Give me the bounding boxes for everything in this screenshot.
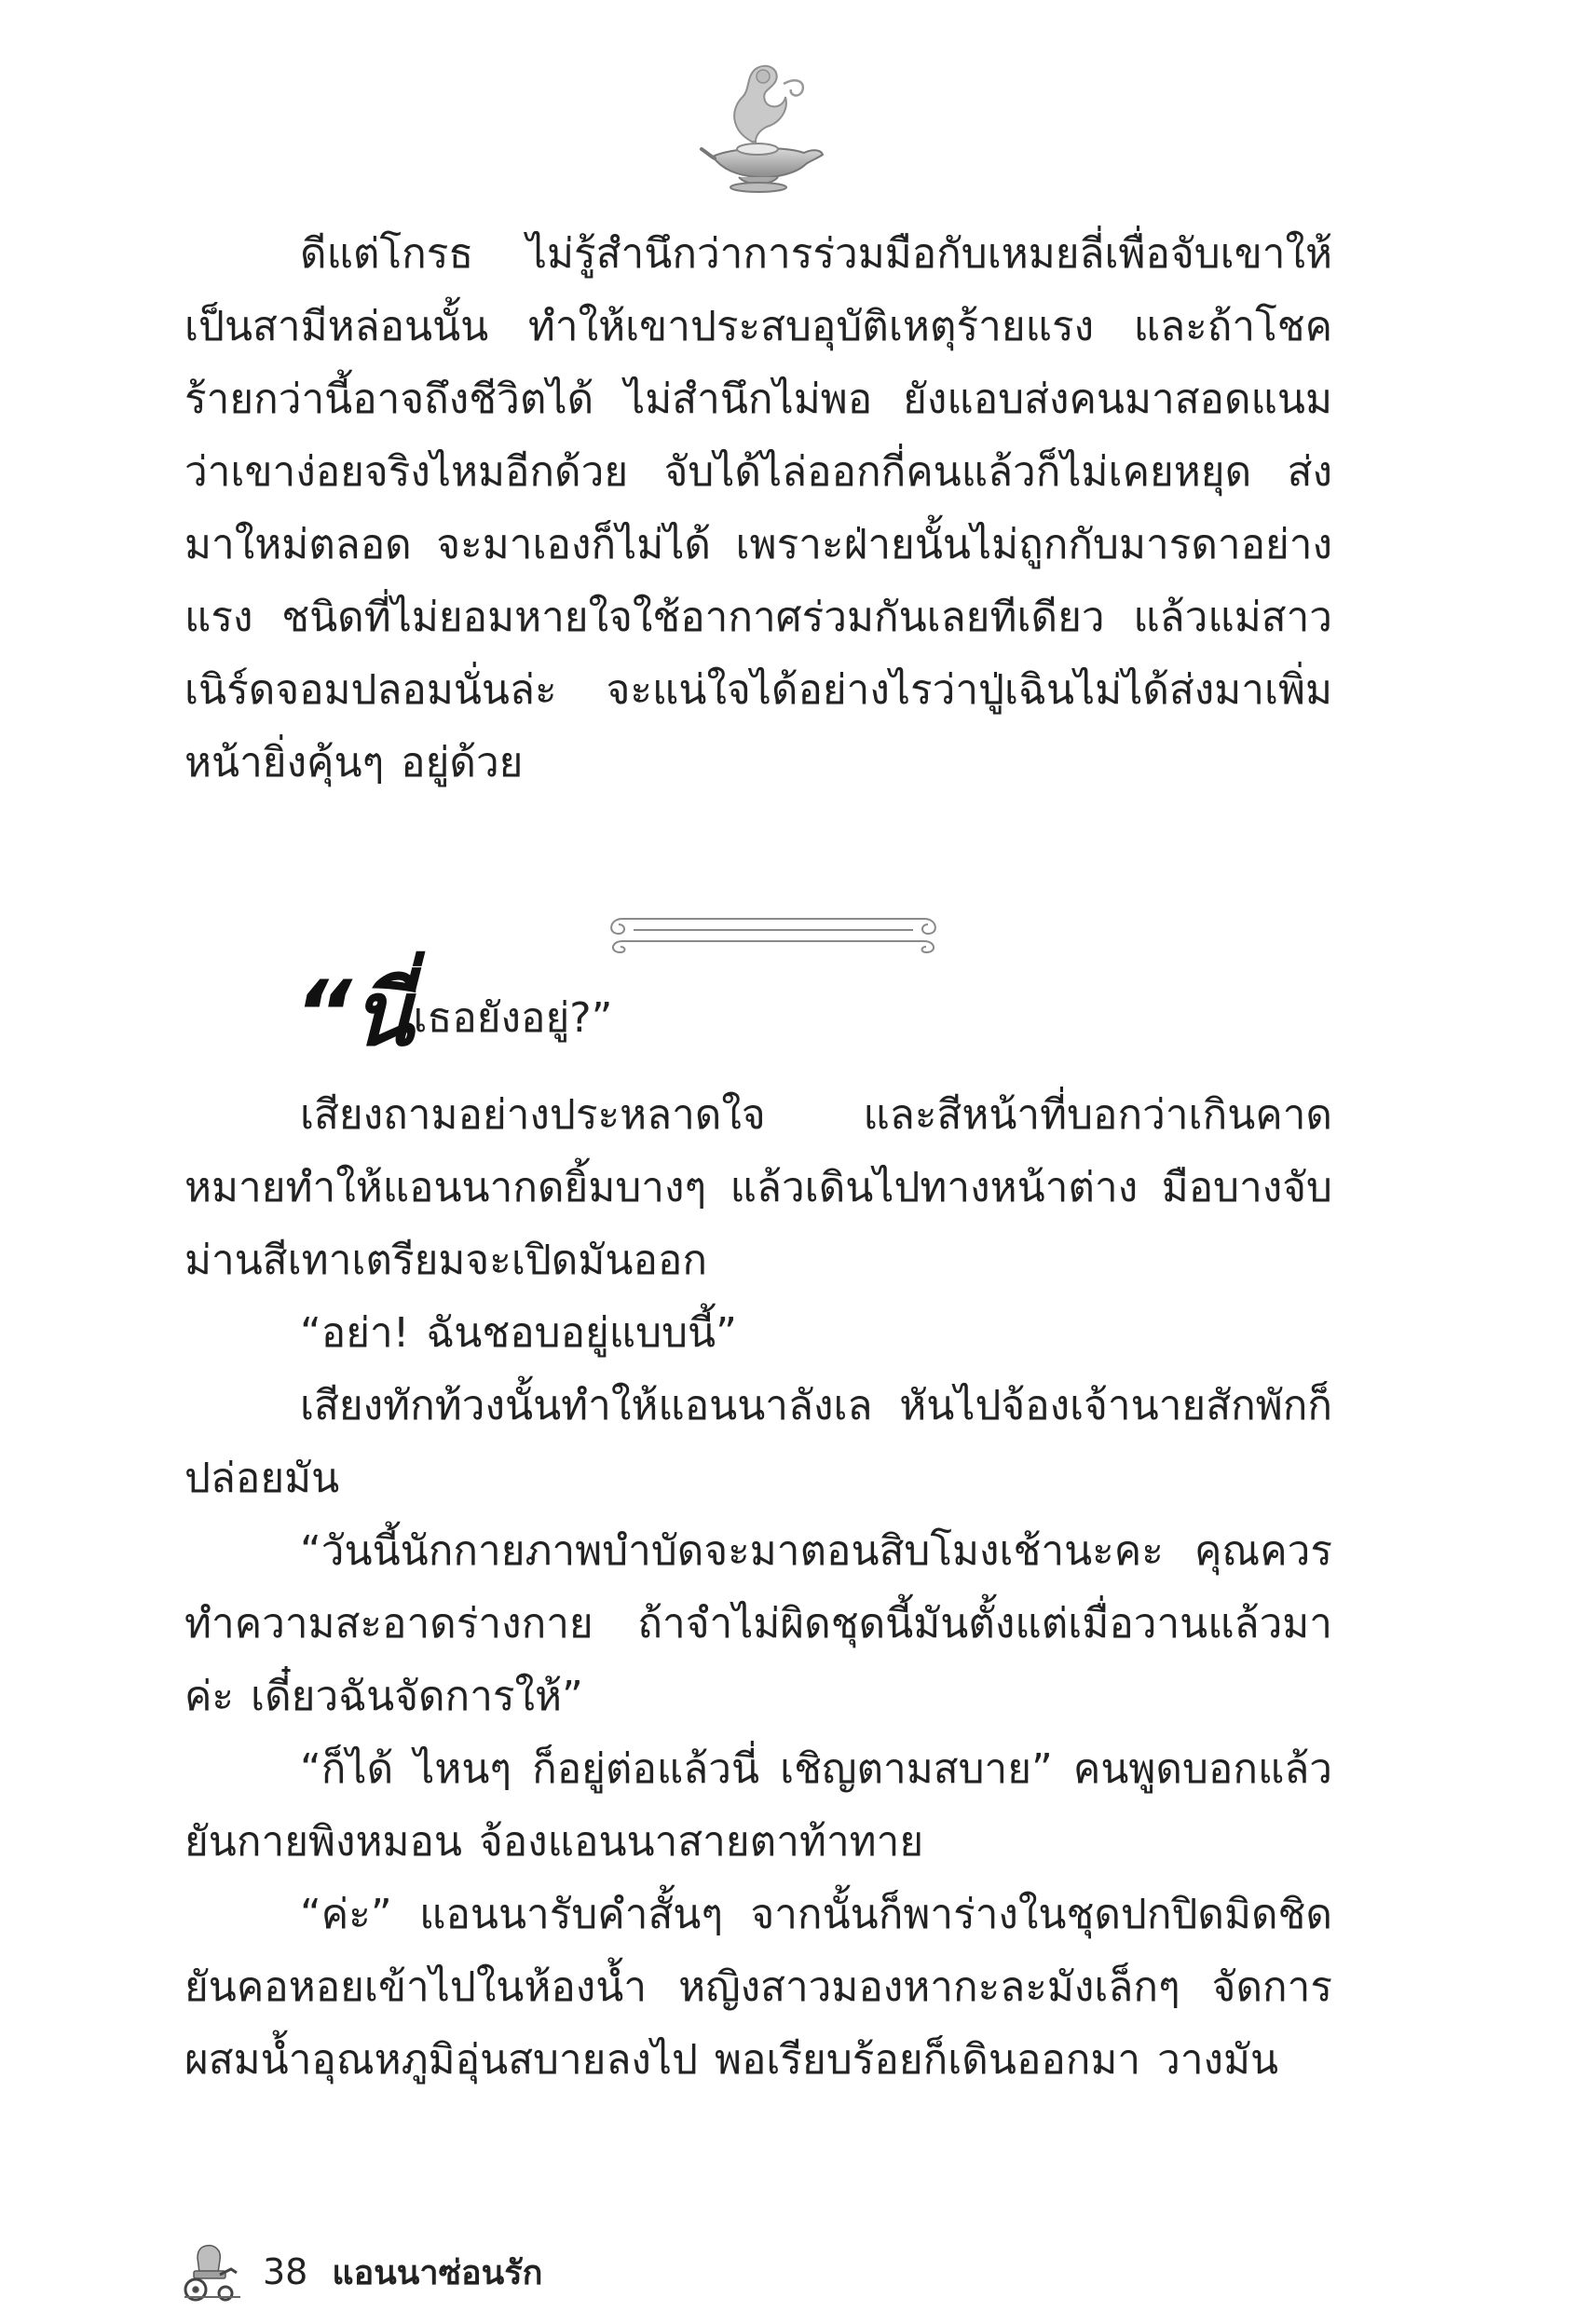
paragraph: “วันนี้นักกายภาพบำบัดจะมาตอนสิบโมงเช้านะคะ คุณควรทำความสะอาดร่างกาย ถ้าจำไม่ผิดชุดนี้มันตั้งแต่เมื่อวานแล้วมาค่ะ เดี๋ยวฉันจัดการให้” xyxy=(184,1527,1332,1720)
paragraph: “อย่า! ฉันชอบอยู่แบบนี้” xyxy=(300,1309,737,1357)
narrative-block-top xyxy=(184,218,1332,800)
drop-cap: “นี่ xyxy=(294,962,414,1066)
paragraph: “ก็ได้ ไหนๆ ก็อยู่ต่อแล้วนี่ เชิญตามสบาย” คนพูดบอกแล้วยันกายพิงหมอน จ้องแอนนาสายตาท้าทาย xyxy=(184,1745,1332,1866)
paragraph: ดีแต่โกรธ ไม่รู้สำนึกว่าการร่วมมือกับเหมยลี่เพื่อจับเขาให้เป็นสามีหล่อนนั้น ทำให้เขาประสบอุบัติเหตุร้ายแรง และถ้าโชคร้ายกว่านี้อาจถึงชีวิตได้ ไม่สำนึกไม่พอ ยังแอบส่งคนมาสอดแนมว่าเขาง่อยจริงไหมอีกด้วย จับได้ไล่ออกกี่คนแล้วก็ไม่เคยหยุด ส่งมาใหม่ตลอด จะมาเองก็ไม่ได้ เพราะฝ่ายนั้นไม่ถูกกับมารดาอย่างแรง ชนิดที่ไม่ยอมหายใจใช้อากาศร่วมกันเลยทีเดียว แล้วแม่สาวเนิร์ดจอมปลอมนั่นล่ะ จะแน่ใจได้อย่างไรว่าปู่เฉินไม่ได้ส่งมาเพิ่ม หน้ายิ่งคุ้นๆ อยู่ด้วย xyxy=(184,230,1332,786)
genie-lamp-icon xyxy=(694,56,825,196)
drop-cap-continuation: เธอยังอยู่?” xyxy=(413,994,613,1042)
book-title: แอนนาซ่อนรัก xyxy=(332,2253,543,2292)
narrative-block-bottom xyxy=(184,1079,1332,2097)
paragraph: เสียงทักท้วงนั้นทำให้แอนนาลังเล หันไปจ้องเจ้านายสักพักก็ปล่อยมัน xyxy=(184,1382,1332,1502)
paragraph: เสียงถามอย่างประหลาดใจ และสีหน้าที่บอกว่าเกินคาดหมายทำให้แอนนากดยิ้มบางๆ แล้วเดินไปทางหน้าต่าง มือบางจับม่านสีเทาเตรียมจะเปิดมันออก xyxy=(184,1091,1332,1284)
chair-icon xyxy=(175,2241,248,2303)
scroll-divider-icon xyxy=(596,902,950,958)
page-number: 38 xyxy=(263,2251,308,2292)
dialogue-opening xyxy=(294,962,613,1066)
paragraph: “ค่ะ” แอนนารับคำสั้นๆ จากนั้นก็พาร่างในชุดปกปิดมิดชิดยันคอหอยเข้าไปในห้องน้ำ หญิงสาวมองหากะละมังเล็กๆ จัดการผสมน้ำอุณหภูมิอุ่นสบายลงไป พอเรียบร้อยก็เดินออกมา วางมัน xyxy=(184,1891,1332,2084)
page-footer xyxy=(175,2241,542,2303)
